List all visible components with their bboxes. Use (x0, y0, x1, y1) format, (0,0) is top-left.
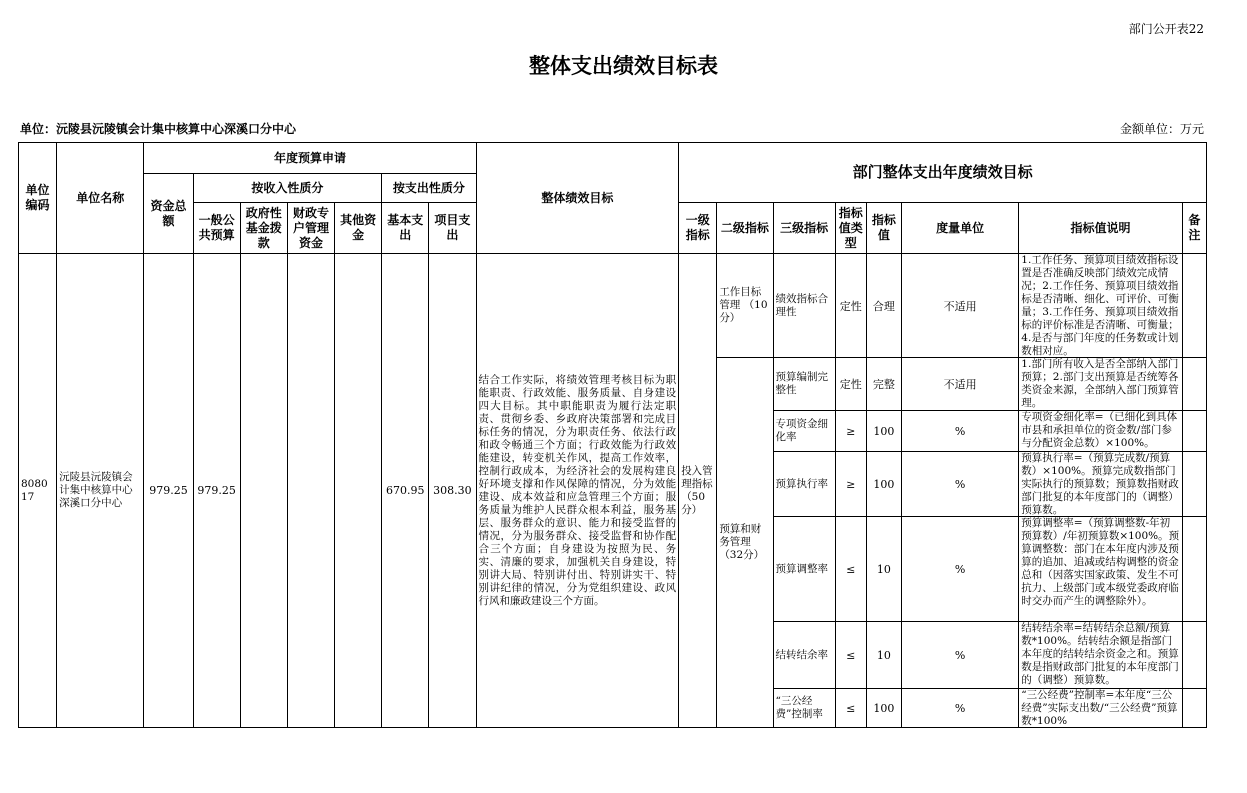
cell-unit-code: 808017 (19, 254, 57, 728)
currency-unit: 金额单位：万元 (1119, 122, 1204, 136)
cell-value: 100 (866, 452, 901, 517)
cell-value-desc (1019, 517, 1183, 622)
header-unit-code: 单位编码 (19, 143, 57, 254)
cell-measure-unit: % (901, 517, 1018, 622)
cell-basic-expense: 670.95 (382, 254, 429, 728)
cell-value-desc (1019, 622, 1183, 689)
cell-unit-name: 沅陵县沅陵镇会计集中核算中心深溪口分中心 (57, 254, 144, 728)
cell-level3: 预算编制完整性 (773, 358, 835, 411)
header-annual-budget: 年度预算申请 (144, 143, 476, 174)
cell-level3: 绩效指标合理性 (773, 254, 835, 358)
cell-general-budget: 979.25 (193, 254, 240, 728)
cell-level1: 投入管理指标（50分） (679, 254, 717, 728)
cell-total-funds: 979.25 (144, 254, 193, 728)
header-project-expense: 项目支出 (429, 203, 476, 254)
cell-measure-unit: 不适用 (901, 254, 1018, 358)
value-desc-text: 1.工作任务、预算项目绩效指标设置是否准确反映部门绩效完成情况；2.工作任务、预算项目绩效指标是否清晰、细化、可评价、可衡量；3.工作任务、预算项目绩效指标的评价标准是否清晰、可衡量；4.是否与部门年度的任务数或计划数相对应。 (1021, 254, 1179, 357)
cell-gov-fund (240, 254, 287, 728)
cell-level3: 预算调整率 (773, 517, 835, 622)
header-gov-fund: 政府性基金拨款 (240, 203, 287, 254)
cell-value: 合理 (866, 254, 901, 358)
header-remark: 备注 (1182, 203, 1206, 254)
cell-remark (1182, 254, 1206, 358)
cell-measure-unit: % (901, 452, 1018, 517)
header-dept-target: 部门整体支出年度绩效目标 (679, 143, 1207, 203)
header-value: 指标值 (866, 203, 901, 254)
cell-remark (1182, 517, 1206, 622)
cell-value-desc (1019, 452, 1183, 517)
value-desc-text: “三公经费”控制率=本年度“三公经费”实际支出数/“三公经费”预算数*100% (1021, 689, 1178, 727)
cell-value-type: ≥ (835, 452, 866, 517)
cell-value: 100 (866, 689, 901, 728)
cell-remark (1182, 689, 1206, 728)
cell-value: 完整 (866, 358, 901, 411)
header-general-budget: 一般公共预算 (193, 203, 240, 254)
cell-special-fund (287, 254, 334, 728)
cell-level2: 工作目标管理 （10分） (717, 254, 773, 358)
header-unit-name: 单位名称 (57, 143, 144, 254)
performance-table (18, 142, 1207, 728)
cell-value-type: ≤ (835, 517, 866, 622)
cell-project-expense: 308.30 (429, 254, 476, 728)
cell-value-type: 定性 (835, 358, 866, 411)
header-other-fund: 其他资金 (335, 203, 382, 254)
cell-measure-unit: 不适用 (901, 358, 1018, 411)
header-level3: 三级指标 (773, 203, 835, 254)
table-number: 部门公开表22 (1128, 22, 1204, 36)
cell-value-type: ≤ (835, 622, 866, 689)
value-desc-text: 预算调整率=（预算调整数-年初预算数）/年初预算数×100%。预算调整数：部门在本年度内涉及预算的追加、追减或结构调整的资金总和（因落实国家政策、发生不可抗力、上级部门或本级党委政府临时交办而产生的调整除外）。 (1021, 517, 1180, 607)
header-overall-target: 整体绩效目标 (476, 143, 679, 254)
cell-measure-unit: % (901, 411, 1018, 452)
cell-measure-unit: % (901, 622, 1018, 689)
header-measure-unit: 度量单位 (901, 203, 1018, 254)
header-special-fund: 财政专户管理资金 (287, 203, 334, 254)
cell-level3: 预算执行率 (773, 452, 835, 517)
cell-value-type: 定性 (835, 254, 866, 358)
cell-remark (1182, 622, 1206, 689)
cell-value: 100 (866, 411, 901, 452)
header-value-desc: 指标值说明 (1019, 203, 1183, 254)
cell-value: 10 (866, 622, 901, 689)
cell-value-desc (1019, 689, 1183, 728)
value-desc-text: 专项资金细化率=（已细化到具体市县和承担单位的资金数/部门参与分配资金总数）×100%。 (1021, 411, 1178, 449)
header-value-type: 指标值类型 (835, 203, 866, 254)
cell-level3: 专项资金细化率 (773, 411, 835, 452)
header-level1: 一级指标 (679, 203, 717, 254)
cell-level3: 结转结余率 (773, 622, 835, 689)
cell-value-desc (1019, 411, 1183, 452)
cell-value-type: ≤ (835, 689, 866, 728)
cell-level2: 预算和财务管理（32分） (717, 358, 773, 728)
value-desc-text: 1.部门所有收入是否全部纳入部门预算；2.部门支出预算是否统筹各类资金来源，全部纳入部门预算管理。 (1021, 358, 1179, 409)
unit-label: 单位：沅陵县沅陵镇会计集中核算中心深溪口分中心 (20, 122, 297, 136)
cell-other-fund (335, 254, 382, 728)
page-title: 整体支出绩效目标表 (529, 54, 718, 78)
table-row (19, 254, 1207, 358)
cell-measure-unit: % (901, 689, 1018, 728)
cell-remark (1182, 452, 1206, 517)
cell-value-desc (1019, 358, 1183, 411)
cell-remark (1182, 358, 1206, 411)
header-basic-expense: 基本支出 (382, 203, 429, 254)
header-level2: 二级指标 (717, 203, 773, 254)
header-by-expense: 按支出性质分 (382, 174, 476, 203)
cell-value: 10 (866, 517, 901, 622)
header-total-funds: 资金总额 (144, 174, 193, 254)
cell-overall-target: 结合工作实际，将绩效管理考核目标为职能职责、行政效能、服务质量、自身建设四大目标。其中职能职责为履行法定职责、贯彻乡委、乡政府决策部署和完成目标任务的情况，分为职责任务、依法行政和政令畅通三个方面；行政效能为行政效能建设，转变机关作风，提高工作效率，控制行政成本，为经济社会的发展构建良好环境支撑和作风保障的情况，分为效能建设、成本效益和应急管理三个方面；服务质量为维护人民群众根本利益，服务基层、服务群众的意识、能力和接受监督的情况，分为服务群众、接受监督和协作配合三个方面；自身建设为按照为民、务实、清廉的要求，加强机关自身建设，特别讲大局、特别讲付出、特别讲实干、特别讲纪律的情况，分为党组织建设、政风行风和廉政建设三个方面。 (476, 254, 679, 728)
header-by-income: 按收入性质分 (193, 174, 382, 203)
value-desc-text: 结转结余率=结转结余总额/预算数*100%。结转结余额是指部门本年度的结转结余资金之和。预算数是指财政部门批复的本年度部门的（调整）预算数。 (1021, 622, 1179, 686)
cell-remark (1182, 411, 1206, 452)
cell-level3: “三公经费”控制率 (773, 689, 835, 728)
cell-value-desc (1019, 254, 1183, 358)
value-desc-text: 预算执行率=（预算完成数/预算数）×100%。预算完成数指部门实际执行的预算数；预算数指财政部门批复的本年度部门的（调整）预算数。 (1021, 452, 1179, 516)
cell-value-type: ≥ (835, 411, 866, 452)
